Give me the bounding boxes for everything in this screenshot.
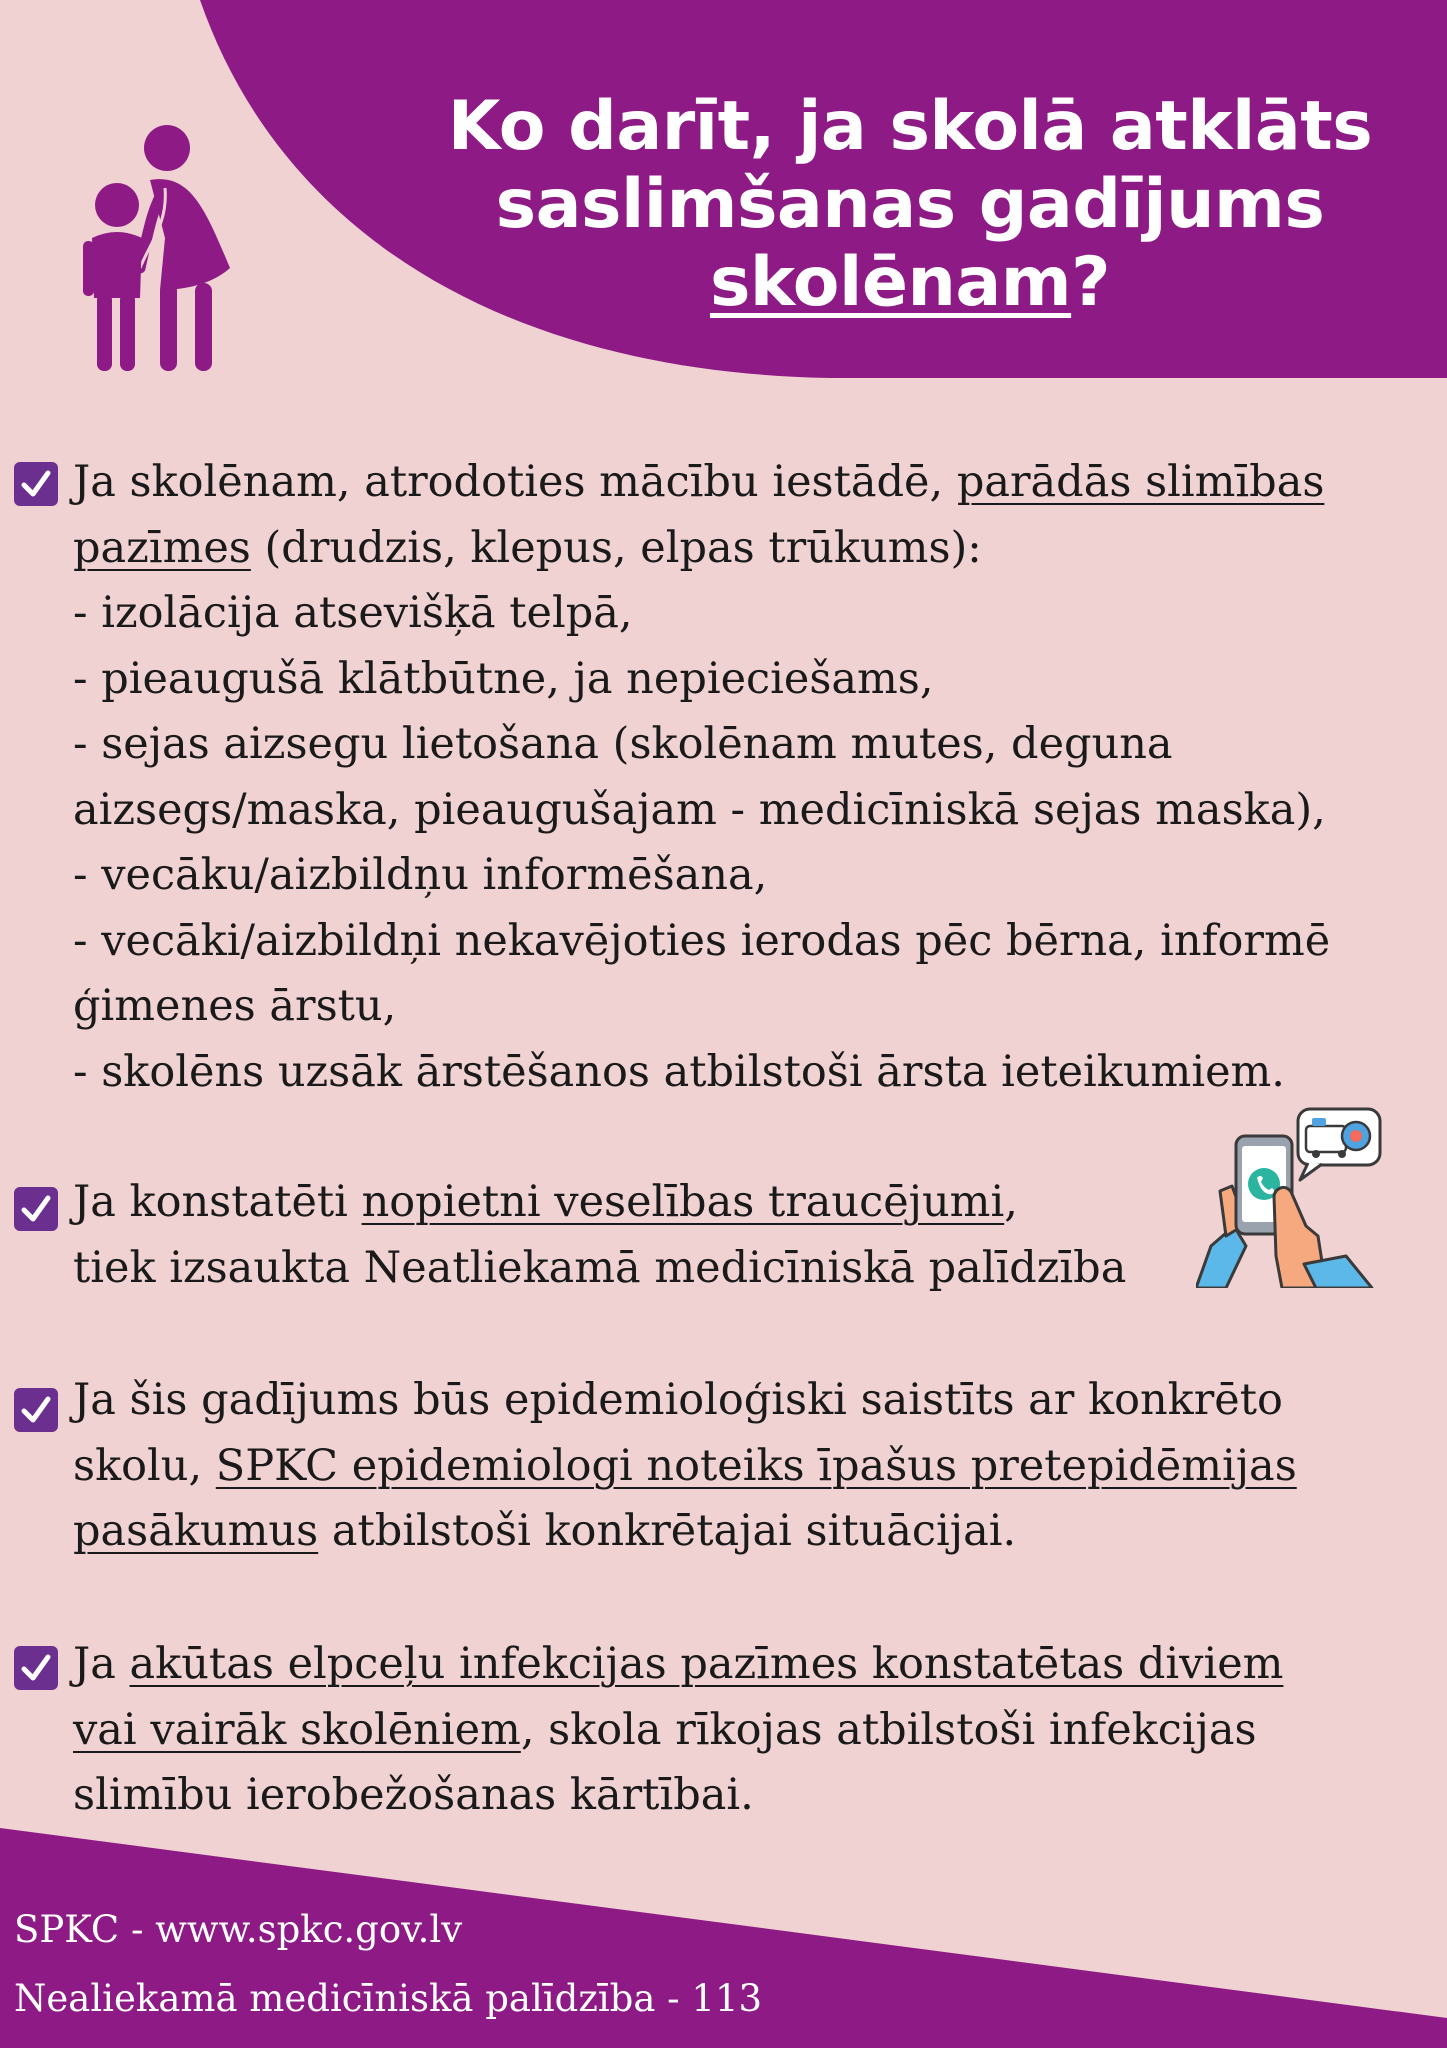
page-title: Ko darīt, ja skolā atklāts saslimšanas gadījums skolēnam? — [447, 87, 1373, 322]
text-line: pazīmes (drudzis, klepus, elpas trūkums): — [73, 522, 982, 573]
phone-ambulance-call-icon — [1196, 1106, 1386, 1288]
text-line: Ja šis gadījums būs epidemioloģiski saistīts ar konkrēto — [73, 1375, 1283, 1425]
text-line: vai vairāk skolēniem, skola rīkojas atbilstoši infekcijas — [73, 1704, 1257, 1755]
text-line: - vecāki/aizbildņi nekavējoties ierodas pēc bērna, informē — [73, 915, 1331, 966]
checkbox-checked-icon — [14, 462, 58, 506]
text-line: pasākumus atbilstoši konkrētajai situācijai. — [73, 1506, 1017, 1556]
text-line: skolu, SPKC epidemiologi noteiks īpašus pretepidēmijas — [73, 1440, 1297, 1491]
text-line: - izolācija atsevišķā telpā, — [73, 588, 633, 638]
text-line: Ja akūtas elpceļu infekcijas pazīmes konstatētas diviem — [73, 1639, 1284, 1689]
instruction-text — [73, 1632, 1423, 1829]
text-line: ģimenes ārstu, — [73, 981, 397, 1031]
parent-and-child-icon — [80, 118, 280, 378]
text-line: - skolēns uzsāk ārstēšanos atbilstoši ārsta ieteikumiem. — [73, 1046, 1285, 1097]
text-line: slimību ierobežošanas kārtībai. — [73, 1770, 754, 1820]
text-line: - sejas aizsegu lietošana (skolēnam mutes, deguna — [73, 719, 1173, 769]
text-line: aizsegs/maska, pieaugušajam - medicīniskā sejas maska), — [73, 784, 1326, 835]
text-line: Ja skolēnam, atrodoties mācību iestādē, parādās slimības — [73, 457, 1325, 507]
checkbox-checked-icon — [14, 1646, 58, 1690]
text-line: - pieaugušā klātbūtne, ja nepieciešams, — [73, 653, 934, 704]
checkbox-checked-icon — [14, 1187, 58, 1231]
footer-emergency-number: Nealiekamā medicīniskā palīdzība - 113 — [14, 1977, 763, 2020]
text-line: Ja konstatēti nopietni veselības traucējumi, — [73, 1177, 1018, 1227]
instruction-text — [73, 1368, 1423, 1565]
footer-website: SPKC - www.spkc.gov.lv — [14, 1908, 463, 1951]
text-line: tiek izsaukta Neatliekamā medicīniskā palīdzība — [73, 1242, 1127, 1293]
instruction-text — [73, 450, 1423, 1105]
checkbox-checked-icon — [14, 1388, 58, 1432]
text-line: - vecāku/aizbildņu informēšana, — [73, 850, 768, 900]
